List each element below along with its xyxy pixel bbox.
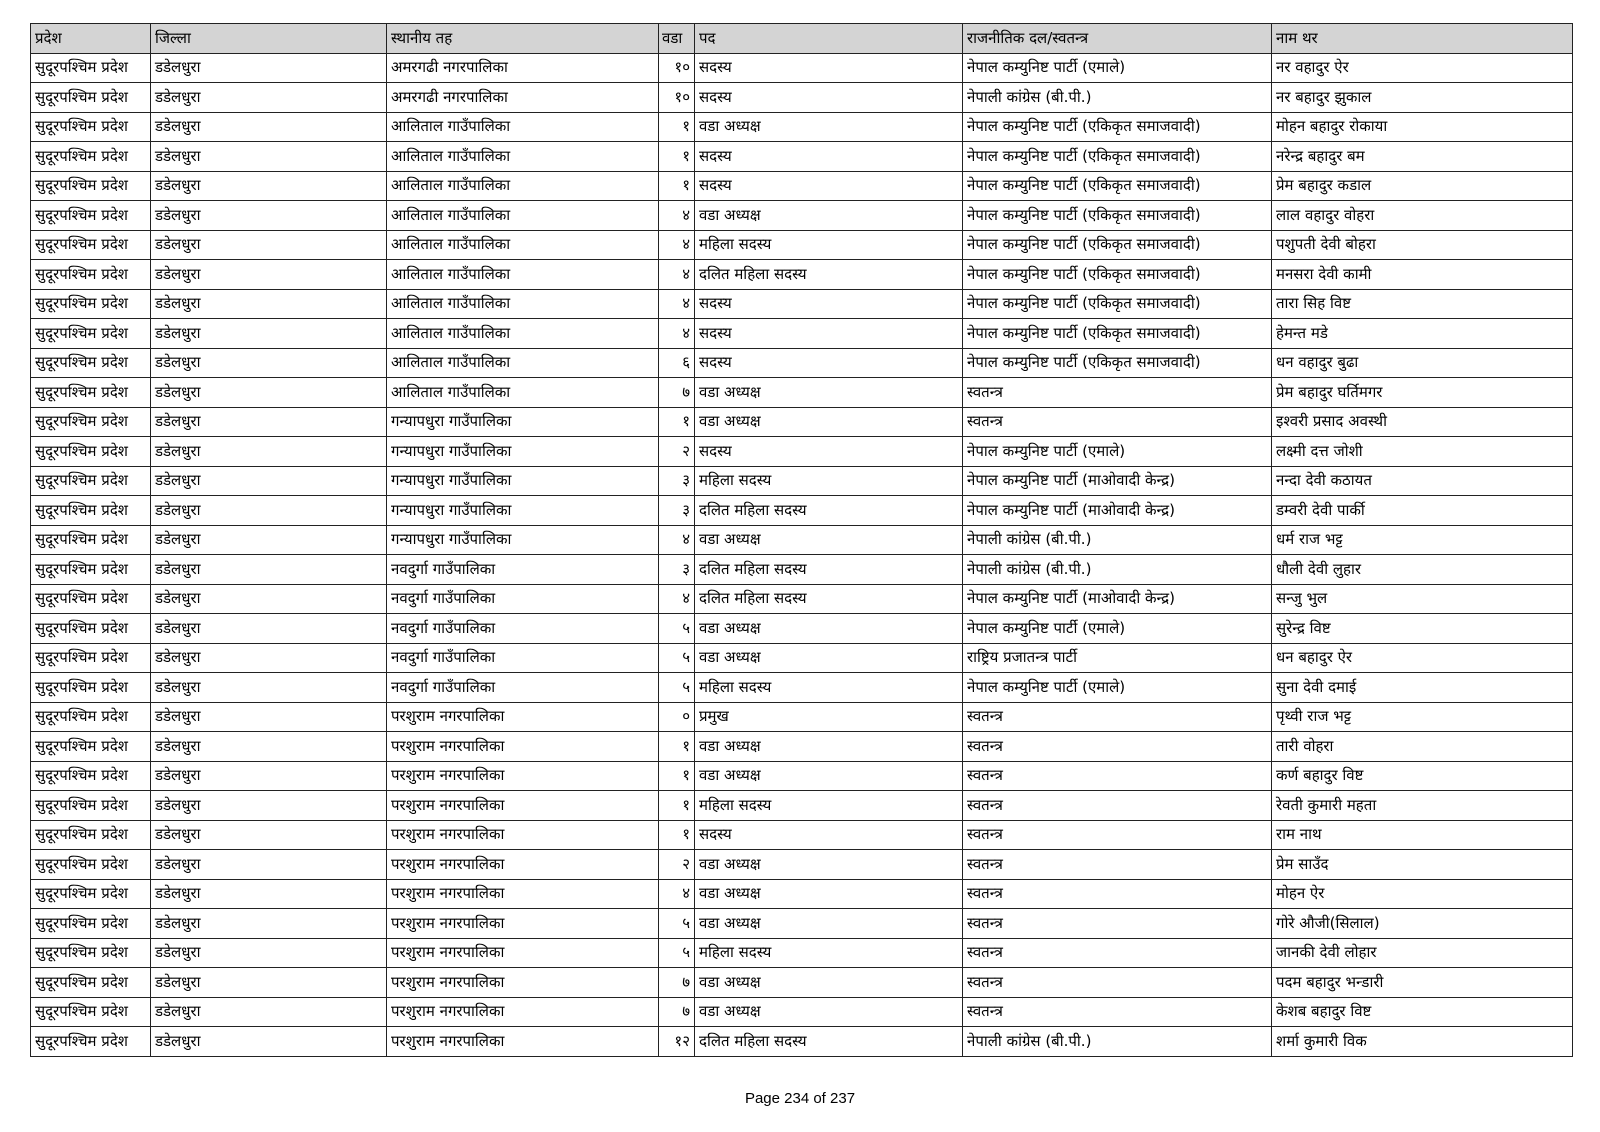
province-cell: सुदूरपश्चिम प्रदेश bbox=[31, 83, 151, 113]
party-cell: नेपाली कांग्रेस (बी.पी.) bbox=[963, 525, 1272, 555]
district-cell: डडेलधुरा bbox=[151, 1027, 387, 1057]
table-row bbox=[31, 319, 1573, 349]
ward-cell: १० bbox=[659, 53, 695, 83]
name-cell: धन बहादुर ऐर bbox=[1272, 643, 1573, 673]
local-body-cell: अमरगढी नगरपालिका bbox=[387, 83, 659, 113]
province-cell: सुदूरपश्चिम प्रदेश bbox=[31, 968, 151, 998]
district-cell: डडेलधुरा bbox=[151, 555, 387, 585]
district-cell: डडेलधुरा bbox=[151, 378, 387, 408]
district-cell: डडेलधुरा bbox=[151, 230, 387, 260]
party-cell: नेपाल कम्युनिष्ट पार्टी (माओवादी केन्द्र) bbox=[963, 584, 1272, 614]
local-body-cell: परशुराम नगरपालिका bbox=[387, 1027, 659, 1057]
table-row bbox=[31, 230, 1573, 260]
local-body-cell: आलिताल गाउँपालिका bbox=[387, 230, 659, 260]
local-body-cell: गन्यापधुरा गाउँपालिका bbox=[387, 496, 659, 526]
table-row bbox=[31, 348, 1573, 378]
name-cell: तारा सिह विष्ट bbox=[1272, 289, 1573, 319]
district-cell: डडेलधुरा bbox=[151, 437, 387, 467]
province-cell: सुदूरपश्चिम प्रदेश bbox=[31, 850, 151, 880]
district-cell: डडेलधुरा bbox=[151, 525, 387, 555]
district-cell: डडेलधुरा bbox=[151, 348, 387, 378]
local-body-cell: आलिताल गाउँपालिका bbox=[387, 289, 659, 319]
table-row bbox=[31, 171, 1573, 201]
party-cell: स्वतन्त्र bbox=[963, 791, 1272, 821]
party-cell: स्वतन्त्र bbox=[963, 879, 1272, 909]
page-number: Page 234 of 237 bbox=[744, 1090, 856, 1107]
ward-cell: ७ bbox=[659, 968, 695, 998]
party-cell: स्वतन्त्र bbox=[963, 702, 1272, 732]
table-row bbox=[31, 791, 1573, 821]
ward-cell: ७ bbox=[659, 378, 695, 408]
ward-cell: ४ bbox=[659, 260, 695, 290]
table-row bbox=[31, 525, 1573, 555]
local-body-cell: परशुराम नगरपालिका bbox=[387, 702, 659, 732]
ward-cell: १२ bbox=[659, 1027, 695, 1057]
district-cell: डडेलधुरा bbox=[151, 968, 387, 998]
party-cell: नेपाल कम्युनिष्ट पार्टी (एकिकृत समाजवादी) bbox=[963, 348, 1272, 378]
province-cell: सुदूरपश्चिम प्रदेश bbox=[31, 997, 151, 1027]
name-cell: कर्ण बहादुर विष्ट bbox=[1272, 761, 1573, 791]
ward-cell: १ bbox=[659, 142, 695, 172]
table-row bbox=[31, 555, 1573, 585]
table-row bbox=[31, 378, 1573, 408]
table-row bbox=[31, 938, 1573, 968]
name-cell: प्रेम साउँद bbox=[1272, 850, 1573, 880]
province-cell: सुदूरपश्चिम प्रदेश bbox=[31, 820, 151, 850]
ward-cell: ५ bbox=[659, 938, 695, 968]
position-cell: वडा अध्यक्ष bbox=[695, 614, 963, 644]
name-cell: तारी वोहरा bbox=[1272, 732, 1573, 762]
local-body-cell: आलिताल गाउँपालिका bbox=[387, 201, 659, 231]
local-body-cell: आलिताल गाउँपालिका bbox=[387, 142, 659, 172]
name-cell: सुना देवी दमाई bbox=[1272, 673, 1573, 703]
district-cell: डडेलधुरा bbox=[151, 938, 387, 968]
local-body-cell: नवदुर्गा गाउँपालिका bbox=[387, 673, 659, 703]
name-cell: धन वहादुर बुढा bbox=[1272, 348, 1573, 378]
name-cell: नरेन्द्र बहादुर बम bbox=[1272, 142, 1573, 172]
name-cell: धर्म राज भट्ट bbox=[1272, 525, 1573, 555]
district-cell: डडेलधुरा bbox=[151, 761, 387, 791]
party-cell: स्वतन्त्र bbox=[963, 378, 1272, 408]
local-body-cell: परशुराम नगरपालिका bbox=[387, 938, 659, 968]
ward-cell: ४ bbox=[659, 201, 695, 231]
position-cell: दलित महिला सदस्य bbox=[695, 260, 963, 290]
ward-cell: ३ bbox=[659, 555, 695, 585]
province-cell: सुदूरपश्चिम प्रदेश bbox=[31, 702, 151, 732]
position-cell: सदस्य bbox=[695, 437, 963, 467]
party-cell: स्वतन्त्र bbox=[963, 407, 1272, 437]
header-ward: वडा bbox=[659, 24, 695, 54]
table-row bbox=[31, 643, 1573, 673]
party-cell: स्वतन्त्र bbox=[963, 850, 1272, 880]
local-body-cell: आलिताल गाउँपालिका bbox=[387, 319, 659, 349]
province-cell: सुदूरपश्चिम प्रदेश bbox=[31, 1027, 151, 1057]
position-cell: दलित महिला सदस्य bbox=[695, 555, 963, 585]
local-body-cell: नवदुर्गा गाउँपालिका bbox=[387, 584, 659, 614]
district-cell: डडेलधुरा bbox=[151, 289, 387, 319]
district-cell: डडेलधुरा bbox=[151, 673, 387, 703]
position-cell: वडा अध्यक्ष bbox=[695, 850, 963, 880]
local-body-cell: परशुराम नगरपालिका bbox=[387, 791, 659, 821]
ward-cell: ३ bbox=[659, 496, 695, 526]
province-cell: सुदूरपश्चिम प्रदेश bbox=[31, 584, 151, 614]
district-cell: डडेलधुरा bbox=[151, 83, 387, 113]
table-row bbox=[31, 997, 1573, 1027]
province-cell: सुदूरपश्चिम प्रदेश bbox=[31, 142, 151, 172]
local-body-cell: आलिताल गाउँपालिका bbox=[387, 171, 659, 201]
province-cell: सुदूरपश्चिम प्रदेश bbox=[31, 230, 151, 260]
position-cell: वडा अध्यक्ष bbox=[695, 378, 963, 408]
ward-cell: ५ bbox=[659, 614, 695, 644]
party-cell: नेपाल कम्युनिष्ट पार्टी (एकिकृत समाजवादी) bbox=[963, 230, 1272, 260]
position-cell: दलित महिला सदस्य bbox=[695, 496, 963, 526]
local-body-cell: परशुराम नगरपालिका bbox=[387, 997, 659, 1027]
position-cell: महिला सदस्य bbox=[695, 230, 963, 260]
ward-cell: १ bbox=[659, 407, 695, 437]
ward-cell: १ bbox=[659, 171, 695, 201]
position-cell: महिला सदस्य bbox=[695, 791, 963, 821]
province-cell: सुदूरपश्चिम प्रदेश bbox=[31, 437, 151, 467]
position-cell: सदस्य bbox=[695, 289, 963, 319]
header-district: जिल्ला bbox=[151, 24, 387, 54]
district-cell: डडेलधुरा bbox=[151, 584, 387, 614]
local-body-cell: गन्यापधुरा गाउँपालिका bbox=[387, 407, 659, 437]
district-cell: डडेलधुरा bbox=[151, 791, 387, 821]
local-body-cell: परशुराम नगरपालिका bbox=[387, 761, 659, 791]
province-cell: सुदूरपश्चिम प्रदेश bbox=[31, 938, 151, 968]
local-body-cell: गन्यापधुरा गाउँपालिका bbox=[387, 437, 659, 467]
province-cell: सुदूरपश्चिम प्रदेश bbox=[31, 289, 151, 319]
party-cell: स्वतन्त्र bbox=[963, 732, 1272, 762]
name-cell: राम नाथ bbox=[1272, 820, 1573, 850]
position-cell: सदस्य bbox=[695, 171, 963, 201]
position-cell: वडा अध्यक्ष bbox=[695, 879, 963, 909]
local-body-cell: आलिताल गाउँपालिका bbox=[387, 260, 659, 290]
name-cell: इश्वरी प्रसाद अवस्थी bbox=[1272, 407, 1573, 437]
district-cell: डडेलधुरा bbox=[151, 201, 387, 231]
district-cell: डडेलधुरा bbox=[151, 112, 387, 142]
local-body-cell: नवदुर्गा गाउँपालिका bbox=[387, 643, 659, 673]
party-cell: नेपाली कांग्रेस (बी.पी.) bbox=[963, 555, 1272, 585]
local-body-cell: नवदुर्गा गाउँपालिका bbox=[387, 555, 659, 585]
ward-cell: ४ bbox=[659, 289, 695, 319]
position-cell: वडा अध्यक्ष bbox=[695, 909, 963, 939]
party-cell: नेपाल कम्युनिष्ट पार्टी (एकिकृत समाजवादी) bbox=[963, 112, 1272, 142]
table-row bbox=[31, 732, 1573, 762]
position-cell: सदस्य bbox=[695, 348, 963, 378]
district-cell: डडेलधुरा bbox=[151, 319, 387, 349]
results-table bbox=[30, 23, 1573, 1057]
table-row bbox=[31, 909, 1573, 939]
table-row bbox=[31, 142, 1573, 172]
ward-cell: १ bbox=[659, 112, 695, 142]
local-body-cell: गन्यापधुरा गाउँपालिका bbox=[387, 525, 659, 555]
province-cell: सुदूरपश्चिम प्रदेश bbox=[31, 496, 151, 526]
district-cell: डडेलधुरा bbox=[151, 53, 387, 83]
header-name: नाम थर bbox=[1272, 24, 1573, 54]
table-row bbox=[31, 850, 1573, 880]
table-row bbox=[31, 761, 1573, 791]
district-cell: डडेलधुरा bbox=[151, 142, 387, 172]
table-row bbox=[31, 584, 1573, 614]
district-cell: डडेलधुरा bbox=[151, 496, 387, 526]
province-cell: सुदूरपश्चिम प्रदेश bbox=[31, 112, 151, 142]
table-row bbox=[31, 673, 1573, 703]
table-row bbox=[31, 496, 1573, 526]
party-cell: स्वतन्त्र bbox=[963, 761, 1272, 791]
ward-cell: १ bbox=[659, 791, 695, 821]
name-cell: सन्जु भुल bbox=[1272, 584, 1573, 614]
ward-cell: १० bbox=[659, 83, 695, 113]
header-party: राजनीतिक दल/स्वतन्त्र bbox=[963, 24, 1272, 54]
name-cell: शर्मा कुमारी विक bbox=[1272, 1027, 1573, 1057]
province-cell: सुदूरपश्चिम प्रदेश bbox=[31, 614, 151, 644]
party-cell: नेपाल कम्युनिष्ट पार्टी (एमाले) bbox=[963, 614, 1272, 644]
local-body-cell: आलिताल गाउँपालिका bbox=[387, 348, 659, 378]
table-row bbox=[31, 260, 1573, 290]
local-body-cell: परशुराम नगरपालिका bbox=[387, 732, 659, 762]
province-cell: सुदूरपश्चिम प्रदेश bbox=[31, 319, 151, 349]
party-cell: नेपाल कम्युनिष्ट पार्टी (एकिकृत समाजवादी) bbox=[963, 260, 1272, 290]
local-body-cell: गन्यापधुरा गाउँपालिका bbox=[387, 466, 659, 496]
party-cell: नेपाल कम्युनिष्ट पार्टी (एकिकृत समाजवादी) bbox=[963, 289, 1272, 319]
local-body-cell: अमरगढी नगरपालिका bbox=[387, 53, 659, 83]
province-cell: सुदूरपश्चिम प्रदेश bbox=[31, 53, 151, 83]
local-body-cell: आलिताल गाउँपालिका bbox=[387, 378, 659, 408]
name-cell: पशुपती देवी बोहरा bbox=[1272, 230, 1573, 260]
ward-cell: ५ bbox=[659, 643, 695, 673]
name-cell: डम्वरी देवी पार्की bbox=[1272, 496, 1573, 526]
position-cell: महिला सदस्य bbox=[695, 466, 963, 496]
district-cell: डडेलधुरा bbox=[151, 407, 387, 437]
name-cell: गोरे औजी(सिलाल) bbox=[1272, 909, 1573, 939]
name-cell: धौली देवी लुहार bbox=[1272, 555, 1573, 585]
province-cell: सुदूरपश्चिम प्रदेश bbox=[31, 673, 151, 703]
ward-cell: ० bbox=[659, 702, 695, 732]
table-row bbox=[31, 1027, 1573, 1057]
table-row bbox=[31, 83, 1573, 113]
province-cell: सुदूरपश्चिम प्रदेश bbox=[31, 732, 151, 762]
ward-cell: ६ bbox=[659, 348, 695, 378]
party-cell: राष्ट्रिय प्रजातन्त्र पार्टी bbox=[963, 643, 1272, 673]
local-body-cell: नवदुर्गा गाउँपालिका bbox=[387, 614, 659, 644]
district-cell: डडेलधुरा bbox=[151, 260, 387, 290]
header-local-body: स्थानीय तह bbox=[387, 24, 659, 54]
position-cell: वडा अध्यक्ष bbox=[695, 761, 963, 791]
name-cell: पदम बहादुर भन्डारी bbox=[1272, 968, 1573, 998]
name-cell: नन्दा देवी कठायत bbox=[1272, 466, 1573, 496]
province-cell: सुदूरपश्चिम प्रदेश bbox=[31, 643, 151, 673]
party-cell: नेपाल कम्युनिष्ट पार्टी (एमाले) bbox=[963, 53, 1272, 83]
ward-cell: ३ bbox=[659, 466, 695, 496]
name-cell: नर बहादुर झुकाल bbox=[1272, 83, 1573, 113]
party-cell: नेपाली कांग्रेस (बी.पी.) bbox=[963, 1027, 1272, 1057]
name-cell: प्रेम बहादुर घर्तिमगर bbox=[1272, 378, 1573, 408]
party-cell: स्वतन्त्र bbox=[963, 997, 1272, 1027]
province-cell: सुदूरपश्चिम प्रदेश bbox=[31, 466, 151, 496]
table-row bbox=[31, 437, 1573, 467]
local-body-cell: परशुराम नगरपालिका bbox=[387, 820, 659, 850]
ward-cell: ४ bbox=[659, 230, 695, 260]
table-row bbox=[31, 112, 1573, 142]
ward-cell: ७ bbox=[659, 997, 695, 1027]
province-cell: सुदूरपश्चिम प्रदेश bbox=[31, 378, 151, 408]
party-cell: स्वतन्त्र bbox=[963, 909, 1272, 939]
party-cell: नेपाल कम्युनिष्ट पार्टी (माओवादी केन्द्र) bbox=[963, 466, 1272, 496]
district-cell: डडेलधुरा bbox=[151, 702, 387, 732]
district-cell: डडेलधुरा bbox=[151, 997, 387, 1027]
ward-cell: २ bbox=[659, 850, 695, 880]
name-cell: पृथ्वी राज भट्ट bbox=[1272, 702, 1573, 732]
name-cell: प्रेम बहादुर कडाल bbox=[1272, 171, 1573, 201]
province-cell: सुदूरपश्चिम प्रदेश bbox=[31, 201, 151, 231]
position-cell: दलित महिला सदस्य bbox=[695, 584, 963, 614]
party-cell: नेपाल कम्युनिष्ट पार्टी (एकिकृत समाजवादी) bbox=[963, 201, 1272, 231]
local-body-cell: परशुराम नगरपालिका bbox=[387, 850, 659, 880]
position-cell: वडा अध्यक्ष bbox=[695, 997, 963, 1027]
name-cell: नर वहादुर ऐर bbox=[1272, 53, 1573, 83]
district-cell: डडेलधुरा bbox=[151, 466, 387, 496]
position-cell: सदस्य bbox=[695, 83, 963, 113]
party-cell: नेपाल कम्युनिष्ट पार्टी (एमाले) bbox=[963, 673, 1272, 703]
name-cell: सुरेन्द्र विष्ट bbox=[1272, 614, 1573, 644]
party-cell: स्वतन्त्र bbox=[963, 820, 1272, 850]
position-cell: दलित महिला सदस्य bbox=[695, 1027, 963, 1057]
table-row bbox=[31, 407, 1573, 437]
province-cell: सुदूरपश्चिम प्रदेश bbox=[31, 909, 151, 939]
ward-cell: ४ bbox=[659, 319, 695, 349]
position-cell: सदस्य bbox=[695, 820, 963, 850]
ward-cell: १ bbox=[659, 732, 695, 762]
party-cell: स्वतन्त्र bbox=[963, 968, 1272, 998]
ward-cell: २ bbox=[659, 437, 695, 467]
province-cell: सुदूरपश्चिम प्रदेश bbox=[31, 348, 151, 378]
position-cell: वडा अध्यक्ष bbox=[695, 968, 963, 998]
district-cell: डडेलधुरा bbox=[151, 850, 387, 880]
party-cell: नेपाल कम्युनिष्ट पार्टी (माओवादी केन्द्र) bbox=[963, 496, 1272, 526]
name-cell: मनसरा देवी कामी bbox=[1272, 260, 1573, 290]
ward-cell: ४ bbox=[659, 584, 695, 614]
position-cell: महिला सदस्य bbox=[695, 673, 963, 703]
province-cell: सुदूरपश्चिम प्रदेश bbox=[31, 525, 151, 555]
party-cell: नेपाली कांग्रेस (बी.पी.) bbox=[963, 83, 1272, 113]
table-row bbox=[31, 466, 1573, 496]
name-cell: केशब बहादुर विष्ट bbox=[1272, 997, 1573, 1027]
name-cell: लक्ष्मी दत्त जोशी bbox=[1272, 437, 1573, 467]
table-row bbox=[31, 879, 1573, 909]
district-cell: डडेलधुरा bbox=[151, 171, 387, 201]
ward-cell: ५ bbox=[659, 909, 695, 939]
ward-cell: ४ bbox=[659, 525, 695, 555]
party-cell: स्वतन्त्र bbox=[963, 938, 1272, 968]
district-cell: डडेलधुरा bbox=[151, 614, 387, 644]
position-cell: सदस्य bbox=[695, 142, 963, 172]
position-cell: वडा अध्यक्ष bbox=[695, 525, 963, 555]
name-cell: रेवती कुमारी महता bbox=[1272, 791, 1573, 821]
table-row bbox=[31, 968, 1573, 998]
district-cell: डडेलधुरा bbox=[151, 732, 387, 762]
name-cell: जानकी देवी लोहार bbox=[1272, 938, 1573, 968]
local-body-cell: परशुराम नगरपालिका bbox=[387, 879, 659, 909]
district-cell: डडेलधुरा bbox=[151, 643, 387, 673]
ward-cell: १ bbox=[659, 820, 695, 850]
position-cell: वडा अध्यक्ष bbox=[695, 643, 963, 673]
province-cell: सुदूरपश्चिम प्रदेश bbox=[31, 555, 151, 585]
district-cell: डडेलधुरा bbox=[151, 909, 387, 939]
local-body-cell: परशुराम नगरपालिका bbox=[387, 909, 659, 939]
table-body bbox=[31, 53, 1573, 1056]
province-cell: सुदूरपश्चिम प्रदेश bbox=[31, 879, 151, 909]
province-cell: सुदूरपश्चिम प्रदेश bbox=[31, 791, 151, 821]
party-cell: नेपाल कम्युनिष्ट पार्टी (एमाले) bbox=[963, 437, 1272, 467]
province-cell: सुदूरपश्चिम प्रदेश bbox=[31, 407, 151, 437]
name-cell: मोहन बहादुर रोकाया bbox=[1272, 112, 1573, 142]
district-cell: डडेलधुरा bbox=[151, 820, 387, 850]
name-cell: हेमन्त मडे bbox=[1272, 319, 1573, 349]
table-header-row bbox=[31, 24, 1573, 54]
position-cell: सदस्य bbox=[695, 319, 963, 349]
table-row bbox=[31, 201, 1573, 231]
table-row bbox=[31, 53, 1573, 83]
ward-cell: ५ bbox=[659, 673, 695, 703]
position-cell: वडा अध्यक्ष bbox=[695, 407, 963, 437]
table-row bbox=[31, 289, 1573, 319]
table-row bbox=[31, 614, 1573, 644]
position-cell: महिला सदस्य bbox=[695, 938, 963, 968]
district-cell: डडेलधुरा bbox=[151, 879, 387, 909]
party-cell: नेपाल कम्युनिष्ट पार्टी (एकिकृत समाजवादी) bbox=[963, 319, 1272, 349]
party-cell: नेपाल कम्युनिष्ट पार्टी (एकिकृत समाजवादी) bbox=[963, 142, 1272, 172]
header-position: पद bbox=[695, 24, 963, 54]
province-cell: सुदूरपश्चिम प्रदेश bbox=[31, 171, 151, 201]
ward-cell: ४ bbox=[659, 879, 695, 909]
table-row bbox=[31, 820, 1573, 850]
position-cell: वडा अध्यक्ष bbox=[695, 201, 963, 231]
name-cell: मोहन ऐर bbox=[1272, 879, 1573, 909]
name-cell: लाल वहादुर वोहरा bbox=[1272, 201, 1573, 231]
province-cell: सुदूरपश्चिम प्रदेश bbox=[31, 761, 151, 791]
local-body-cell: आलिताल गाउँपालिका bbox=[387, 112, 659, 142]
province-cell: सुदूरपश्चिम प्रदेश bbox=[31, 260, 151, 290]
local-body-cell: परशुराम नगरपालिका bbox=[387, 968, 659, 998]
position-cell: सदस्य bbox=[695, 53, 963, 83]
ward-cell: १ bbox=[659, 761, 695, 791]
header-province: प्रदेश bbox=[31, 24, 151, 54]
party-cell: नेपाल कम्युनिष्ट पार्टी (एकिकृत समाजवादी) bbox=[963, 171, 1272, 201]
position-cell: प्रमुख bbox=[695, 702, 963, 732]
position-cell: वडा अध्यक्ष bbox=[695, 112, 963, 142]
table-row bbox=[31, 702, 1573, 732]
position-cell: वडा अध्यक्ष bbox=[695, 732, 963, 762]
